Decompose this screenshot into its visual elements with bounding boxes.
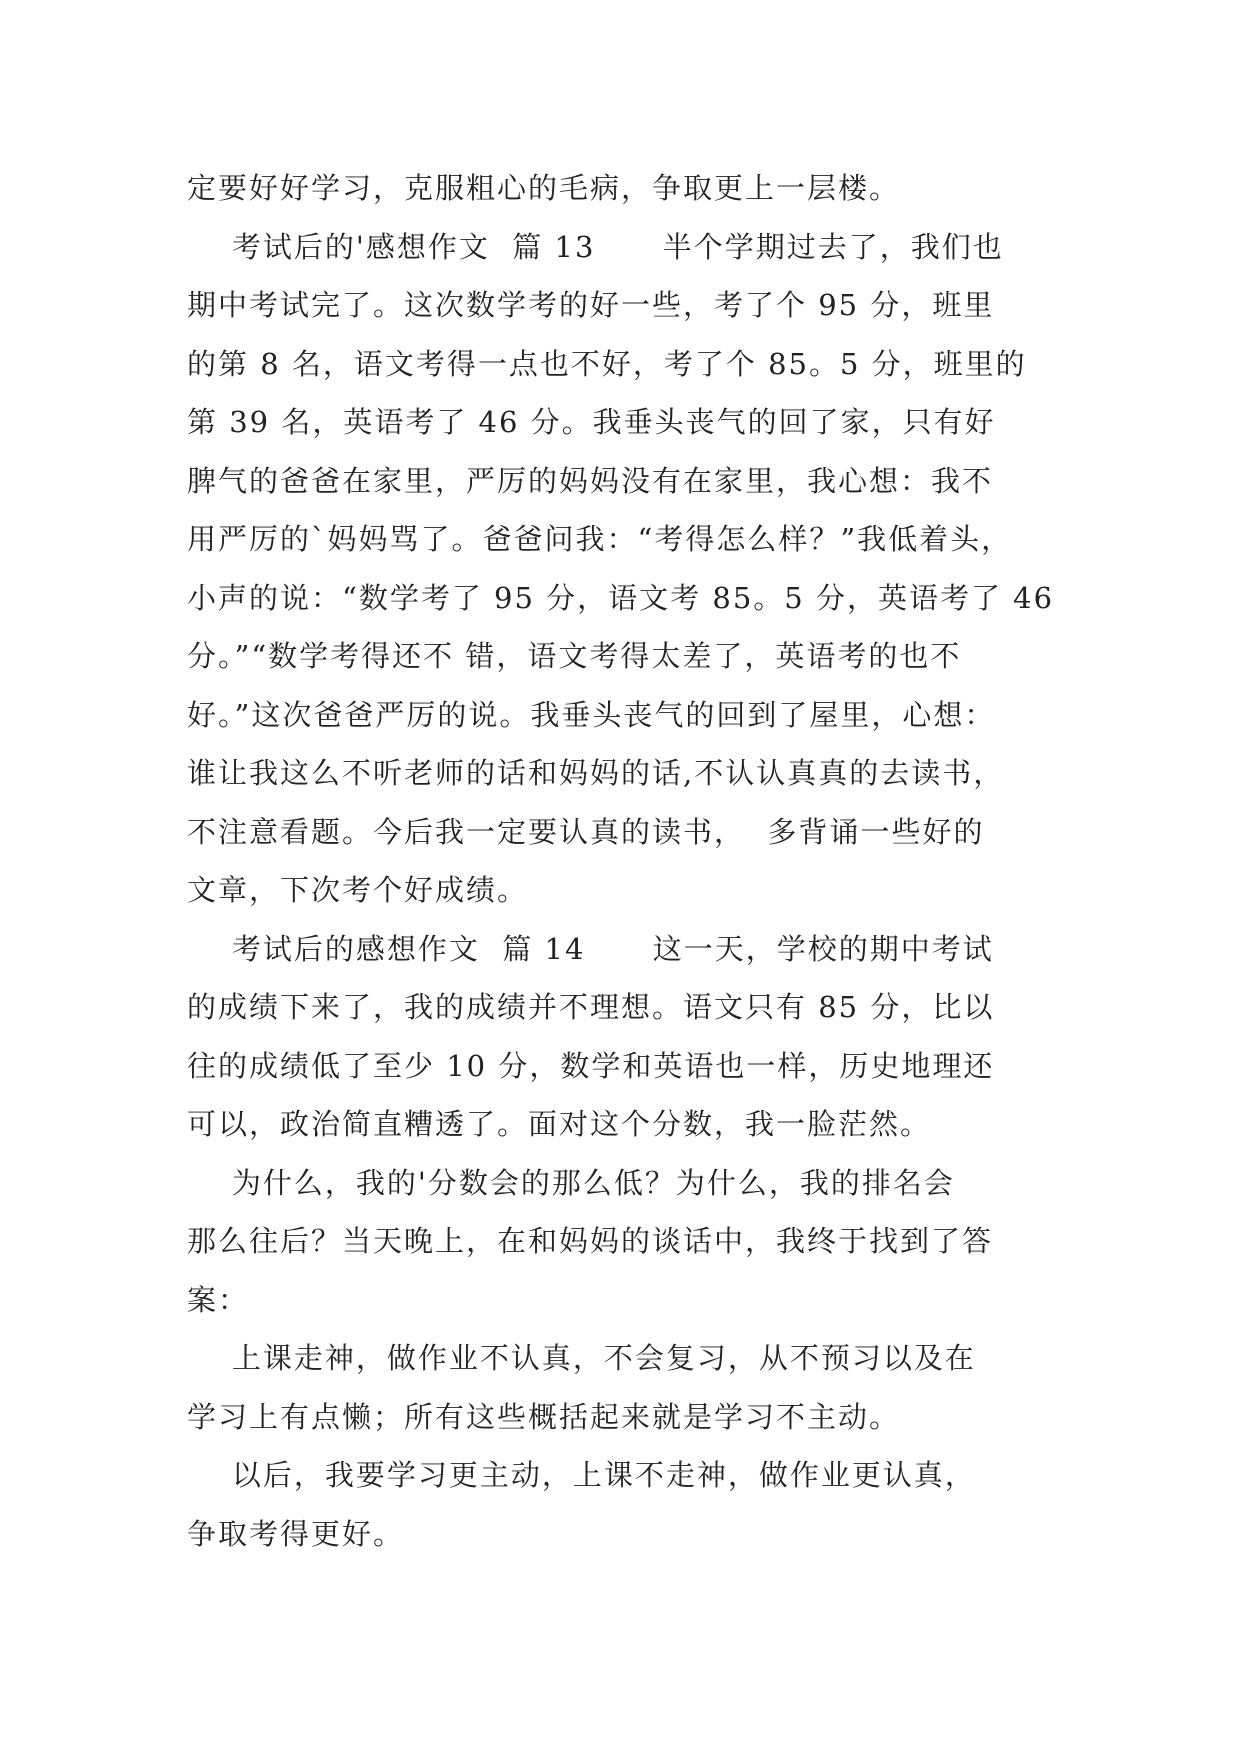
text-line: 谁让我这么不听老师的话和妈妈的话,不认认真真的去读书， [187, 756, 1005, 790]
text-line: 可以，政治简直糟透了。面对这个分数，我一脸茫然。 [187, 1107, 932, 1141]
text-line: 定要好好学习，克服粗心的毛病，争取更上一层楼。 [187, 171, 901, 205]
text-line: 考试后的'感想作文 篇 13 半个学期过去了，我们也 [187, 229, 1004, 264]
text-line: 那么往后？当天晚上，在和妈妈的谈话中，我终于找到了答 [187, 1224, 994, 1258]
text-line: 期中考试完了。这次数学考的好一些，考了个 95 分，班里 [187, 288, 995, 322]
essay-text-block [187, 159, 1057, 1563]
text-line: 好。”这次爸爸严厉的说。我垂头丧气的回到了屋里，心想： [187, 697, 996, 732]
text-line: 的成绩下来了，我的成绩并不理想。语文只有 85 分，比以 [187, 990, 995, 1024]
text-line: 用严厉的`妈妈骂了。爸爸问我：“考得怎么样？”我低着头， [187, 522, 1013, 556]
text-line: 案： [187, 1282, 250, 1317]
text-line: 第 39 名，英语考了 46 分。我垂头丧气的回了家，只有好 [187, 405, 996, 439]
text-line: 学习上有点懒；所有这些概括起来就是学习不主动。 [187, 1399, 901, 1434]
text-line: 考试后的感想作文 篇 14 这一天，学校的期中考试 [187, 931, 994, 966]
text-line: 为什么，我的'分数会的那么低？为什么，我的排名会 [187, 1165, 955, 1200]
text-line: 文章，下次考个好成绩。 [187, 873, 529, 907]
text-line: 小声的说：“数学考了 95 分，语文考 85。5 分，英语考了 46 [187, 580, 1055, 615]
text-line: 上课走神，做作业不认真，不会复习，从不预习以及在 [187, 1341, 976, 1375]
text-line: 以后，我要学习更主动，上课不走神，做作业更认真， [187, 1458, 976, 1492]
text-line: 往的成绩低了至少 10 分，数学和英语也一样，历史地理还 [187, 1048, 995, 1083]
text-line: 的第 8 名，语文考得一点也不好，考了个 85。5 分，班里的 [187, 346, 1027, 381]
text-line: 争取考得更好。 [187, 1516, 405, 1551]
text-line: 不注意看题。今后我一定要认真的读书， 多背诵一些好的 [187, 814, 985, 849]
text-line: 脾气的爸爸在家里，严厉的妈妈没有在家里，我心想：我不 [187, 463, 994, 498]
text-line: 分。”“数学考得还不 错，语文考得太差了，英语考的也不 [187, 639, 962, 673]
